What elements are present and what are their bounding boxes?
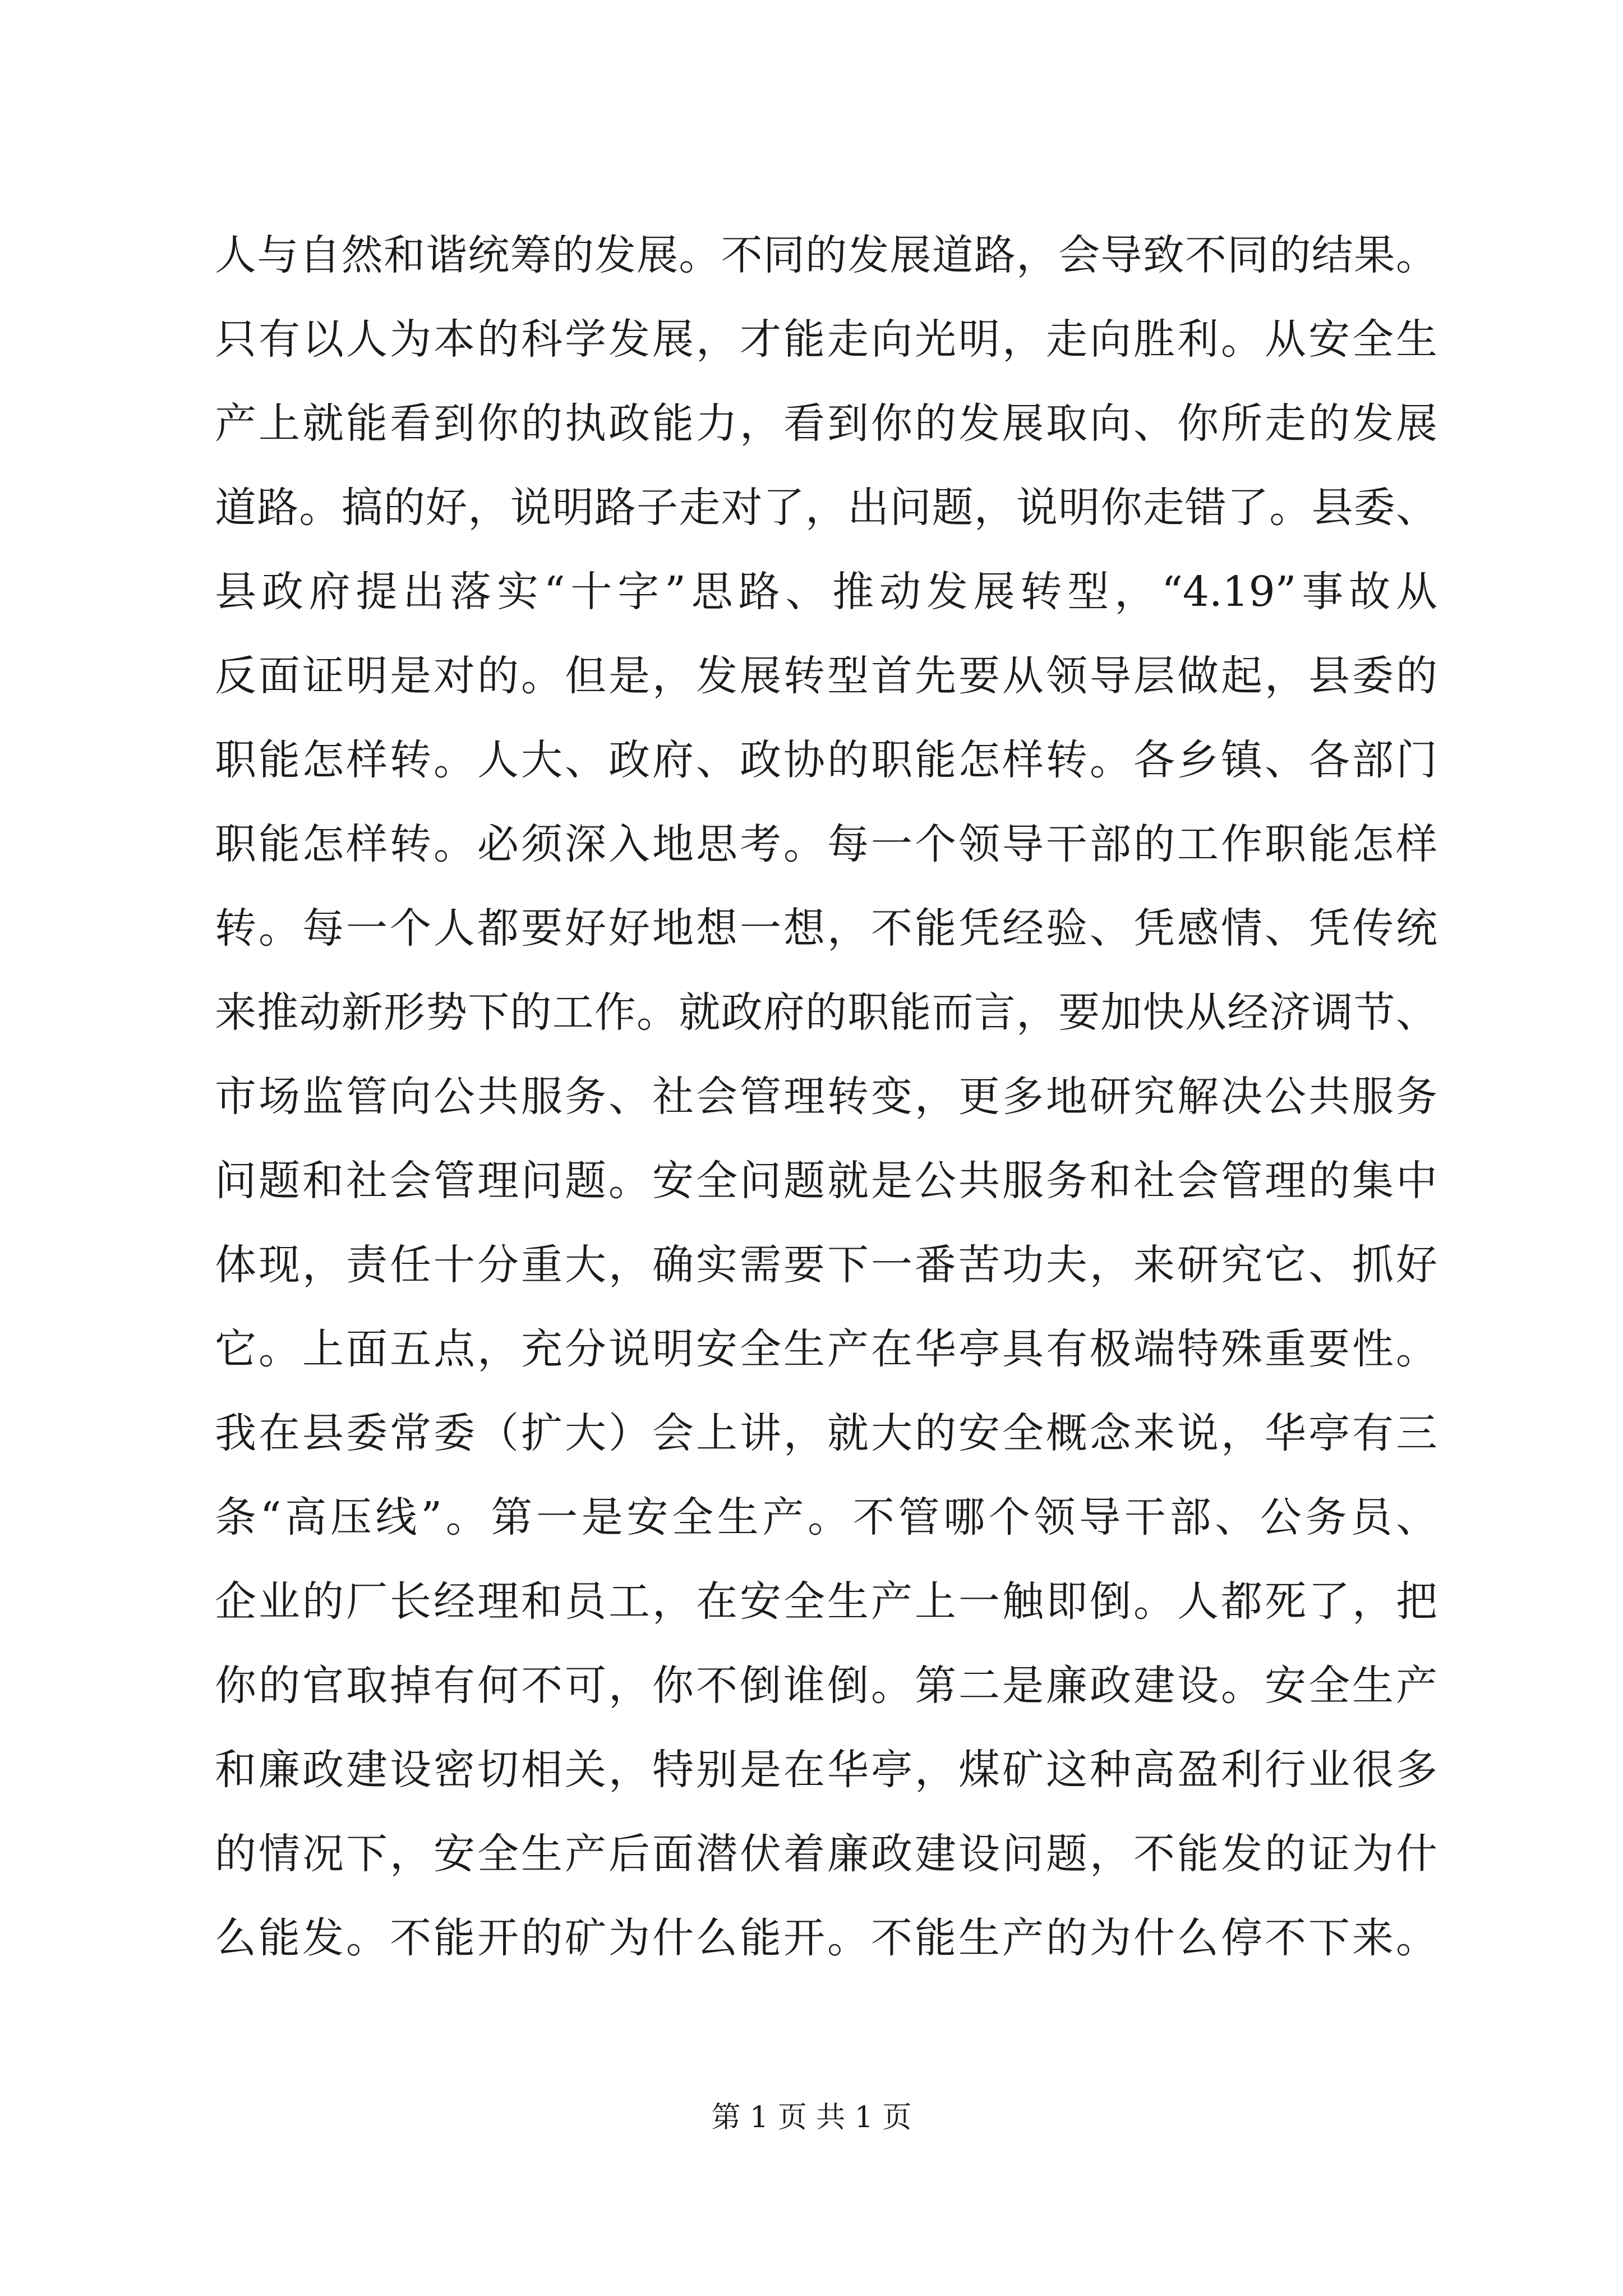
text-line: 你的官取掉有何不可，你不倒谁倒。第二是廉政建设。安全生产: [215, 1662, 1437, 1710]
text-line: 来推动新形势下的工作。就政府的职能而言，要加快从经济调节、: [215, 988, 1437, 1037]
text-line: 我在县委常委（扩大）会上讲，就大的安全概念来说，华亭有三: [215, 1409, 1437, 1457]
body-text: [215, 213, 1437, 1980]
text-line: 条“高压线”。第一是安全生产。不管哪个领导干部、公务员、: [215, 1493, 1437, 1542]
text-line: 它。上面五点，充分说明安全生产在华亭具有极端特殊重要性。: [215, 1325, 1437, 1373]
text-line: 职能怎样转。人大、政府、政协的职能怎样转。各乡镇、各部门: [215, 736, 1437, 784]
text-line: 问题和社会管理问题。安全问题就是公共服务和社会管理的集中: [215, 1157, 1437, 1205]
text-line: 体现，责任十分重大，确实需要下一番苦功夫，来研究它、抓好: [215, 1241, 1437, 1289]
text-line: 道路。搞的好，说明路子走对了，出问题，说明你走错了。县委、: [215, 484, 1437, 532]
text-line: 反面证明是对的。但是，发展转型首先要从领导层做起，县委的: [215, 652, 1437, 700]
text-line: 转。每一个人都要好好地想一想，不能凭经验、凭感情、凭传统: [215, 904, 1437, 953]
text-line: 职能怎样转。必须深入地思考。每一个领导干部的工作职能怎样: [215, 820, 1437, 868]
text-line: 企业的厂长经理和员工，在安全生产上一触即倒。人都死了，把: [215, 1577, 1437, 1626]
page-footer: [0, 2098, 1623, 2137]
text-line: 的情况下，安全生产后面潜伏着廉政建设问题，不能发的证为什: [215, 1830, 1437, 1878]
text-line: 人与自然和谐统筹的发展。不同的发展道路，会导致不同的结果。: [215, 231, 1437, 279]
text-line: 产上就能看到你的执政能力，看到你的发展取向、你所走的发展: [215, 399, 1437, 448]
text-line: 么能发。不能开的矿为什么能开。不能生产的为什么停不下来。: [215, 1914, 1437, 1962]
text-line: 县政府提出落实“十字”思路、推动发展转型，“4.19”事故从: [215, 568, 1437, 616]
page-number-label: 第 1 页 共 1 页: [711, 2101, 912, 2134]
text-line: 只有以人为本的科学发展，才能走向光明，走向胜利。从安全生: [215, 315, 1437, 364]
text-line: 和廉政建设密切相关，特别是在华亭，煤矿这种高盈利行业很多: [215, 1746, 1437, 1794]
text-line: 市场监管向公共服务、社会管理转变，更多地研究解决公共服务: [215, 1073, 1437, 1121]
